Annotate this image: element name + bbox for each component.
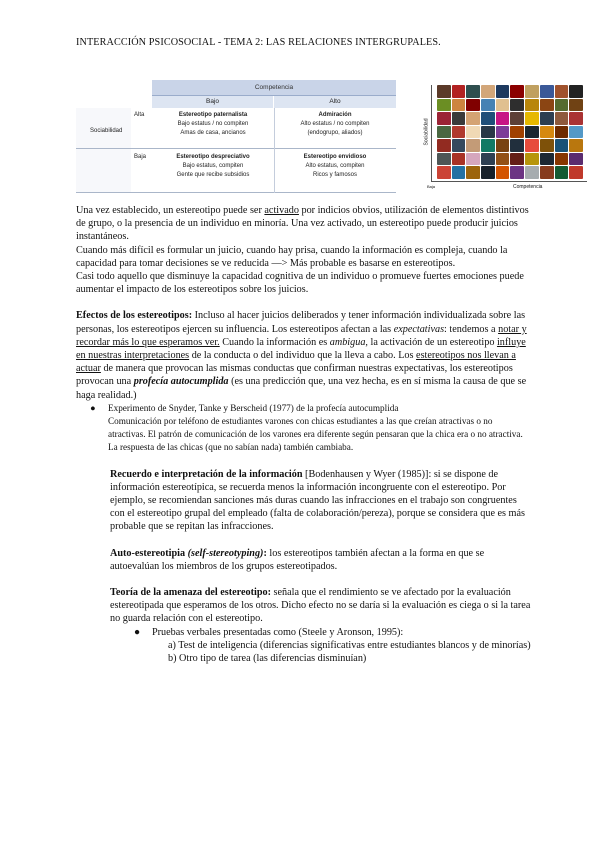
figure-y-label: Sociabilidad xyxy=(423,118,430,146)
photo-tile xyxy=(496,126,510,139)
photo-tile xyxy=(555,112,569,125)
photo-tile xyxy=(555,153,569,166)
paragraph-stereotype-threat: Teoría de la amenaza del estereotipo: señala que el rendimiento se ve afectado por la evaluación estereotipada que esperamos de los otros. Dicho efecto no se daría si la evaluación es ciega o si la tarea no guarda relación con el estereotipo. xyxy=(110,587,531,625)
photo-tile xyxy=(481,126,495,139)
photo-tile xyxy=(569,153,583,166)
stereotype-content-table xyxy=(76,80,396,193)
document-body xyxy=(76,204,531,665)
photo-tile xyxy=(481,166,495,179)
photo-tile xyxy=(496,112,510,125)
page-title: INTERACCIÓN PSICOSOCIAL - TEMA 2: LAS RELACIONES INTERGRUPALES. xyxy=(76,37,441,48)
photo-tile xyxy=(555,99,569,112)
table-header-competence: Competencia xyxy=(152,80,396,96)
photo-tile xyxy=(496,166,510,179)
photo-grid-figure xyxy=(421,81,587,191)
photo-tile xyxy=(466,126,480,139)
table-row-low: Baja xyxy=(134,154,147,160)
photo-tile xyxy=(569,166,583,179)
figure-y-axis xyxy=(431,85,432,181)
photo-tile xyxy=(525,99,539,112)
photo-tile xyxy=(452,153,466,166)
photo-tile xyxy=(496,153,510,166)
photo-tile xyxy=(540,112,554,125)
photo-tile xyxy=(510,99,524,112)
photo-tile xyxy=(569,112,583,125)
photo-tile xyxy=(452,166,466,179)
photo-tile xyxy=(525,85,539,98)
cell-contemptuous: Estereotipo despreciativo Bajo estatus, compiten Gente que recibe subsidios xyxy=(176,154,250,178)
paragraph-capacity: Casi todo aquello que disminuye la capacidad cognitiva de un individuo o promueve fuertes emociones puede aumentar el impacto de los estereotipos sobre los juicios. xyxy=(76,271,524,296)
table-axis-box xyxy=(76,108,131,193)
paragraph-recall: Recuerdo e interpretación de la información [Bodenhausen y Wyer (1985)]: si se dispone de información estereotípica, se recuerda menos la información incongruente con el estereotipo. Por ejemplo, se recomiendan sanciones más duras cuando las infracciones en el trabajo son congruentes con el estereotipo grupal del empleado (falta de colaboración/pereza), porque se considera que es más probable que se repitan las infracciones. xyxy=(110,468,525,533)
photo-tile xyxy=(437,99,451,112)
bullet-snyder: ● Experimento de Snyder, Tanke y Berscheid (1977) de la profecía autocumplida Comunicación por teléfono de estudiantes varones con chicas estudiantes a las que creían atractivas o no atractivas. El patrón de comunicación de los varones era diferente según pensaran que la chica era o no atractiva. La respuesta de las chicas (que no sabían nada) también cambiaba. xyxy=(90,402,523,453)
photo-tile xyxy=(510,126,524,139)
paragraph-difficulty: Cuando más difícil es formular un juicio, cuando hay prisa, cuando la información es compleja, cuando la capacidad para tomar decisiones se ve reducida —> Más probable es basarse en estereotipos. xyxy=(76,244,508,269)
photo-tile xyxy=(525,166,539,179)
photo-tile xyxy=(437,153,451,166)
photo-tile xyxy=(510,112,524,125)
bullet-dot: ● xyxy=(90,402,96,413)
photo-tile xyxy=(569,99,583,112)
photo-tile xyxy=(496,85,510,98)
photo-tile xyxy=(496,139,510,152)
photo-tile xyxy=(569,139,583,152)
photo-tile xyxy=(437,85,451,98)
figure-x-low: Baja xyxy=(427,184,436,189)
photo-tile xyxy=(540,139,554,152)
photo-tile xyxy=(466,166,480,179)
photo-tile xyxy=(555,126,569,139)
photo-tile xyxy=(452,112,466,125)
photo-tile xyxy=(510,166,524,179)
photo-tile xyxy=(437,139,451,152)
photo-tile xyxy=(525,139,539,152)
photo-tile xyxy=(481,139,495,152)
bullet-dot: ● xyxy=(134,626,141,638)
cell-paternalist: Estereotipo paternalista Bajo estatus / no compiten Amas de casa, ancianos xyxy=(177,112,249,136)
photo-tile xyxy=(510,85,524,98)
photo-tile xyxy=(437,126,451,139)
photo-tile xyxy=(525,112,539,125)
table-bottom-line xyxy=(76,192,396,193)
sub-list xyxy=(168,639,531,665)
photo-tile xyxy=(555,139,569,152)
photo-tile xyxy=(569,126,583,139)
photo-tile xyxy=(540,153,554,166)
photo-tile xyxy=(452,85,466,98)
photo-tile xyxy=(481,153,495,166)
photo-tile xyxy=(540,99,554,112)
figure-x-axis xyxy=(431,181,587,182)
paragraph-activation: Una vez establecido, un estereotipo puede ser activado por indicios obvios, utilización de elementos distintivos de grupo, o la presencia de un individuo en minoría. Una vez activado, un estereotipo puede producir juicios instantáneos. xyxy=(76,205,529,243)
paragraph-self-stereotyping: Auto-estereotipia (self-stereotyping): los estereotipos también afectan a la forma en que se autoevalúan los miembros de los grupos estereotipados. xyxy=(110,547,485,572)
cell-envious: Estereotipo envidioso Alto estatus, compiten Ricos y famosos xyxy=(303,154,367,178)
photo-tile xyxy=(540,166,554,179)
photo-tile xyxy=(466,153,480,166)
photo-tile xyxy=(555,85,569,98)
photo-tile xyxy=(452,139,466,152)
photo-tile xyxy=(466,85,480,98)
photo-tile xyxy=(540,126,554,139)
photo-tile xyxy=(437,166,451,179)
paragraph-effects: Efectos de los estereotipos: Incluso al hacer juicios deliberados y tener información individualizada sobre las personas, los estereotipos ejercen su influencia. Los estereotipos afectan a las expectativas: tendemos a notar y recordar más lo que esperamos ver. Cuando la información es ambigua, la activación de un estereotipo influye en nuestras interpretaciones de la conducta o del individuo que la lleva a cabo. Los estereotipos nos llevan a actuar de manera que provocan las mismas conductas que confirman nuestras expectativas, los estereotipos provocan una profecía autocumplida (es una predicción que, una vez hecha, es en sí misma la causa de que se haga realidad.) xyxy=(76,310,527,401)
sub-item-b: b) Otro tipo de tarea (las diferencias disminuían) xyxy=(168,653,367,665)
photo-tile xyxy=(481,112,495,125)
photo-tile xyxy=(525,153,539,166)
figure-x-label: Competencia xyxy=(513,184,543,190)
photo-tile xyxy=(540,85,554,98)
photo-tile xyxy=(466,112,480,125)
table-col-low: Bajo xyxy=(152,96,274,108)
photo-tile xyxy=(555,166,569,179)
table-divider xyxy=(76,148,396,149)
table-row-axis: Sociabilidad xyxy=(90,128,123,134)
photo-tile xyxy=(481,99,495,112)
photo-tile xyxy=(437,112,451,125)
photo-tile xyxy=(481,85,495,98)
photo-tile xyxy=(510,153,524,166)
table-row-high: Alta xyxy=(134,112,145,118)
table-col-high: Alto xyxy=(274,96,396,108)
photo-tile xyxy=(569,85,583,98)
photo-tile xyxy=(525,126,539,139)
photo-tile xyxy=(452,99,466,112)
cell-admiration: Admiración Alto estatus / no compiten (endogrupo, aliados) xyxy=(300,112,370,136)
photo-tile xyxy=(452,126,466,139)
photo-tiles xyxy=(437,85,583,179)
photo-tile xyxy=(496,99,510,112)
sub-item-a: a) Test de inteligencia (diferencias significativas entre estudiantes blancos y de minorías) xyxy=(168,639,531,651)
photo-tile xyxy=(466,99,480,112)
photo-tile xyxy=(510,139,524,152)
photo-tile xyxy=(466,139,480,152)
bullet-verbal-tests: ● Pruebas verbales presentadas como (Steele y Aronson, 1995): xyxy=(134,626,404,638)
